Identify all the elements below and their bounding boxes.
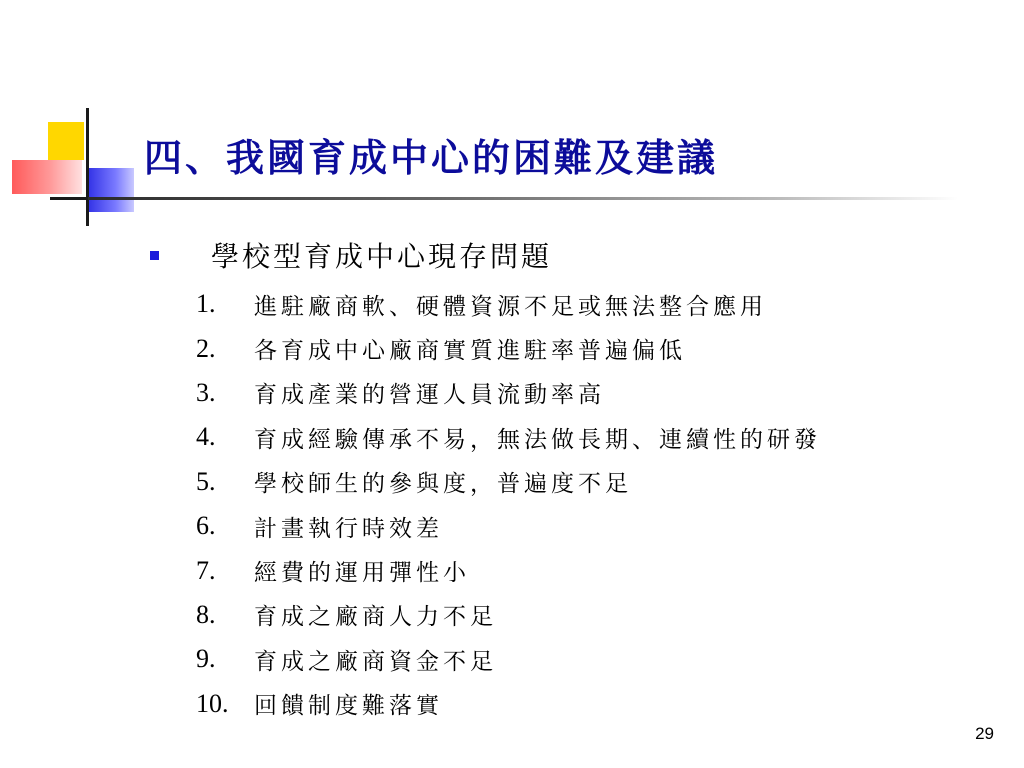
item-number: 7. <box>196 555 216 585</box>
list-item <box>196 682 821 726</box>
problem-list <box>196 282 821 726</box>
bullet-heading-row <box>150 235 552 275</box>
list-item <box>196 415 821 459</box>
list-item <box>196 282 821 326</box>
vertical-line <box>86 108 89 226</box>
list-item <box>196 593 821 637</box>
item-text: 進駐廠商軟、硬體資源不足或無法整合應用 <box>254 293 767 320</box>
title-underline <box>88 197 958 200</box>
red-gradient-block <box>12 160 82 194</box>
list-item <box>196 548 821 592</box>
item-text: 育成經驗傳承不易，無法做長期、連續性的研發 <box>254 426 821 453</box>
list-item <box>196 637 821 681</box>
item-number: 10. <box>196 688 229 718</box>
list-item <box>196 460 821 504</box>
item-number: 5. <box>196 466 216 496</box>
item-text: 育成之廠商人力不足 <box>254 604 497 631</box>
list-item <box>196 326 821 370</box>
item-number: 3. <box>196 377 216 407</box>
item-text: 回饋制度難落實 <box>254 693 443 720</box>
bullet-heading: 學校型育成中心現存問題 <box>211 240 553 273</box>
slide-title: 四、我國育成中心的困難及建議 <box>144 135 719 180</box>
item-number: 8. <box>196 599 216 629</box>
item-text: 育成之廠商資金不足 <box>254 648 497 675</box>
item-number: 4. <box>196 422 216 452</box>
item-text: 各育成中心廠商實質進駐率普遍偏低 <box>254 338 686 365</box>
item-number: 1. <box>196 289 216 319</box>
yellow-square <box>48 122 84 160</box>
item-text: 學校師生的參與度，普遍度不足 <box>254 471 632 498</box>
blue-gradient-block <box>88 168 134 212</box>
page-number: 29 <box>975 724 994 743</box>
item-number: 9. <box>196 644 216 674</box>
list-item <box>196 371 821 415</box>
list-item <box>196 504 821 548</box>
item-number: 2. <box>196 333 216 363</box>
item-text: 經費的運用彈性小 <box>254 560 470 587</box>
item-text: 育成產業的營運人員流動率高 <box>254 382 605 409</box>
decorative-logo <box>0 0 140 240</box>
item-number: 6. <box>196 511 216 541</box>
item-text: 計畫執行時效差 <box>254 515 443 542</box>
bullet-square-icon <box>150 251 159 260</box>
